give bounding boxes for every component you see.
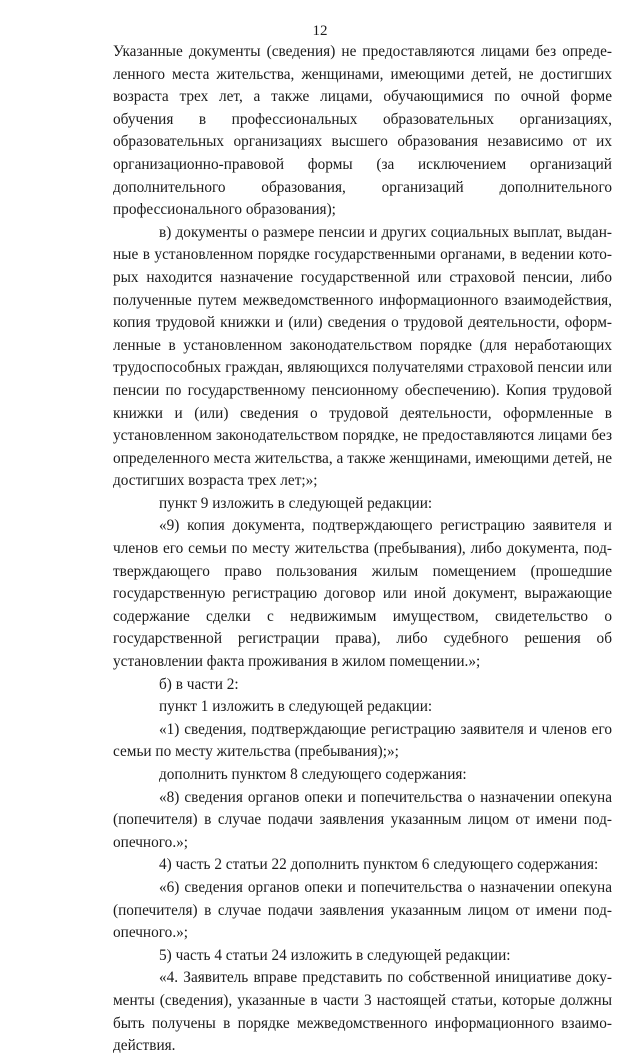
paragraph: 4) часть 2 статьи 22 дополнить пунктом 6 следующего содержания:	[159, 856, 599, 874]
paragraph: 5) часть 4 статьи 24 изложить в следующей редакции:	[159, 946, 511, 964]
paragraph: пункт 1 изложить в следующей редакции:	[159, 698, 433, 716]
page-number: 12	[312, 23, 328, 39]
paragraph: дополнить пунктом 8 следующего содержания:	[159, 766, 467, 783]
paragraph: «6) сведения органов опеки и попечительства о назначении опекуна (попечителя) в случае подачи заявления указанным лицом от имени подопечного.»;	[113, 878, 612, 942]
paragraph: в) документы о размере пенсии и других социальных выплат, выданные в установленном порядке государственными органами, в ведении которых находится назначение государственной или страховой пенсии, либо полученные путем межведомственного информационного взаимодействия, копия трудовой книжки и (или) сведения о трудовой деятельности, оформленные в установленном законодательством порядке (для неработающих трудоспособных граждан, являющихся получателями страховой пенсии или пенсии по государственному пенсионному обеспечению). Копия трудовой книжки и (или) сведения о трудовой деятельности, оформленные в установленном законодательством порядке, не предоставляются лицами без определенного места жительства, а также женщинами, имеющими детей, не достигших возраста трех лет;»;	[113, 223, 612, 490]
paragraph: «1) сведения, подтверждающие регистрацию заявителя и членов его семьи по месту жительства (пребывания);»;	[113, 720, 612, 761]
paragraph: «4. Заявитель вправе представить по собственной инициативе документы (сведения), указанные в части 3 настоящей статьи, которые должны быть получены в порядке межведомственного информационного взаимодействия.	[113, 969, 612, 1055]
paragraph: б) в части 2:	[159, 675, 239, 693]
document-body	[113, 41, 612, 1058]
paragraph: «8) сведения органов опеки и попечительства о назначении опекуна (попечителя) в случае подачи заявления указанным лицом от имени подопечного.»;	[113, 788, 612, 851]
paragraph: Указанные документы (сведения) не предоставляются лицами без определенного места жительства, женщинами, имеющими детей, не достигших возраста трех лет, а также лицами, обучающимися по очной форме обучения в профессиональных образовательных организациях, образовательных организациях высшего образования независимо от их организационно-правовой формы (за исключением организаций дополнительного образования, организаций дополнительного профессионального образования);	[113, 43, 612, 219]
paragraph: «9) копия документа, подтверждающего регистрацию заявителя и членов его семьи по месту жительства (пребывания), либо документа, подтверждающего право пользования жилым помещением (прошедшие государственную регистрацию договор или иной документ, выражающие содержание сделки с недвижимым имуществом, свидетельство о государственной регистрации права), либо судебного решения об установлении факта проживания в жилом помещении.»;	[113, 517, 612, 671]
paragraph: пункт 9 изложить в следующей редакции:	[159, 494, 433, 512]
